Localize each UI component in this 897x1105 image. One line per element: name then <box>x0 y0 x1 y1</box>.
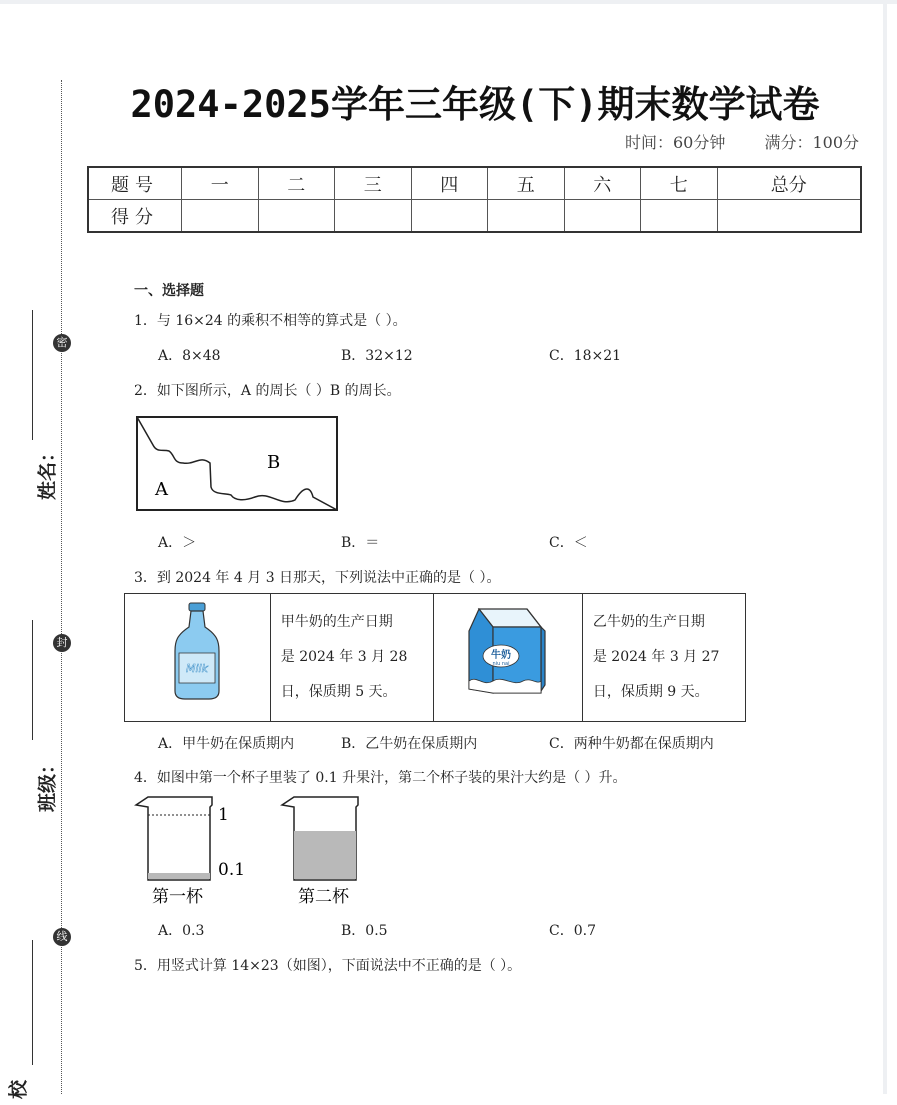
score-col: 六 <box>564 167 641 200</box>
score-col: 七 <box>641 167 718 200</box>
class-label: 班级： <box>36 755 59 813</box>
cup-2-label: 第二杯 <box>298 887 349 907</box>
seal-xian: 线 <box>53 928 71 946</box>
milk-a-line: 甲牛奶的生产日期 <box>280 614 393 630</box>
score-cell[interactable] <box>564 200 641 233</box>
score-row-label: 得分 <box>88 200 182 233</box>
region-a-label: A <box>155 479 168 500</box>
time-limit: 时间：60分钟 <box>624 133 726 152</box>
milk-carton-icon <box>463 601 553 701</box>
school-label: 校 <box>7 1080 30 1100</box>
score-table-header-row <box>88 167 861 200</box>
score-cell[interactable] <box>641 200 718 233</box>
question-4-text: 4．如图中第一个杯子里装了 0.1 升果汁，第二个杯子装的果汁大约是（ ）升。 <box>134 770 627 786</box>
q1-option-b[interactable]: B．32×12 <box>341 348 413 364</box>
score-cell[interactable] <box>335 200 412 233</box>
milk-a-line: 日，保质期 5 天。 <box>280 684 397 700</box>
mark-1-label: 1 <box>218 805 229 825</box>
name-blank-line[interactable] <box>32 310 33 440</box>
score-cell-total[interactable] <box>717 200 861 233</box>
cup-1-juice <box>148 873 210 879</box>
q1-option-c[interactable]: C．18×21 <box>549 348 622 364</box>
score-col: 五 <box>488 167 565 200</box>
q3-option-a[interactable]: A．甲牛奶在保质期内 <box>158 736 295 752</box>
score-col: 二 <box>258 167 335 200</box>
milk-a-line: 是 2024 年 3 月 28 <box>280 649 408 665</box>
milk-a-info <box>270 594 433 722</box>
milk-b-line: 乙牛奶的生产日期 <box>592 614 705 630</box>
mark-01-label: 0.1 <box>218 860 246 880</box>
exam-meta <box>591 130 859 153</box>
full-score: 满分：100分 <box>764 133 859 152</box>
perimeter-figure <box>135 415 340 513</box>
score-col: 一 <box>182 167 259 200</box>
question-3-text: 3．到 2024 年 4 月 3 日那天，下列说法中正确的是（ ）。 <box>134 570 501 586</box>
q4-option-a[interactable]: A．0.3 <box>158 923 205 939</box>
score-table-score-row <box>88 200 861 233</box>
cups-figure <box>130 795 390 910</box>
question-1-text: 1．与 16×24 的乘积不相等的算式是（ ）。 <box>134 313 407 329</box>
region-b-label: B <box>267 452 281 473</box>
score-table <box>87 166 862 233</box>
q1-option-a[interactable]: A．8×48 <box>158 348 221 364</box>
milk-table <box>124 593 746 722</box>
carton-label-text: 牛奶 <box>490 649 511 661</box>
seal-mi: 密 <box>53 334 71 352</box>
milk-carton-cell <box>433 594 582 722</box>
cup-2-juice <box>294 831 356 879</box>
score-cell[interactable] <box>411 200 488 233</box>
cup-1 <box>136 797 212 880</box>
q2-option-a[interactable]: A．＞ <box>158 535 197 551</box>
milk-b-line: 是 2024 年 3 月 27 <box>592 649 720 665</box>
score-col: 四 <box>411 167 488 200</box>
q2-option-b[interactable]: B．＝ <box>341 535 380 551</box>
q4-option-c[interactable]: C．0.7 <box>549 923 596 939</box>
score-col-total: 总分 <box>717 167 861 200</box>
exam-title: 2024-2025学年三年级(下)期末数学试卷 <box>130 83 820 126</box>
class-blank-line[interactable] <box>32 620 33 740</box>
score-cell[interactable] <box>488 200 565 233</box>
q3-option-c[interactable]: C．两种牛奶都在保质期内 <box>549 736 714 752</box>
name-label: 姓名： <box>36 443 59 501</box>
score-col: 三 <box>335 167 412 200</box>
milk-b-info <box>582 594 745 722</box>
score-cell[interactable] <box>258 200 335 233</box>
q4-option-b[interactable]: B．0.5 <box>341 923 388 939</box>
carton-sub-text: niu nai <box>492 660 510 667</box>
bottle-label-text: Milk <box>186 661 209 675</box>
q2-option-c[interactable]: C．＜ <box>549 535 588 551</box>
seal-feng: 封 <box>53 634 71 652</box>
score-header-label: 题号 <box>88 167 182 200</box>
milk-bottle-cell <box>125 594 271 722</box>
school-blank-line[interactable] <box>32 940 33 1065</box>
question-5-text: 5．用竖式计算 14×23（如图），下面说法中不正确的是（ ）。 <box>134 958 522 974</box>
section-heading: 一、选择题 <box>134 283 204 299</box>
milk-b-line: 日，保质期 9 天。 <box>592 684 709 700</box>
question-2-text: 2．如下图所示，A 的周长（ ）B 的周长。 <box>134 383 401 399</box>
q3-option-b[interactable]: B．乙牛奶在保质期内 <box>341 736 478 752</box>
score-cell[interactable] <box>182 200 259 233</box>
cup-1-label: 第一杯 <box>152 887 203 907</box>
milk-bottle-icon <box>167 601 227 701</box>
